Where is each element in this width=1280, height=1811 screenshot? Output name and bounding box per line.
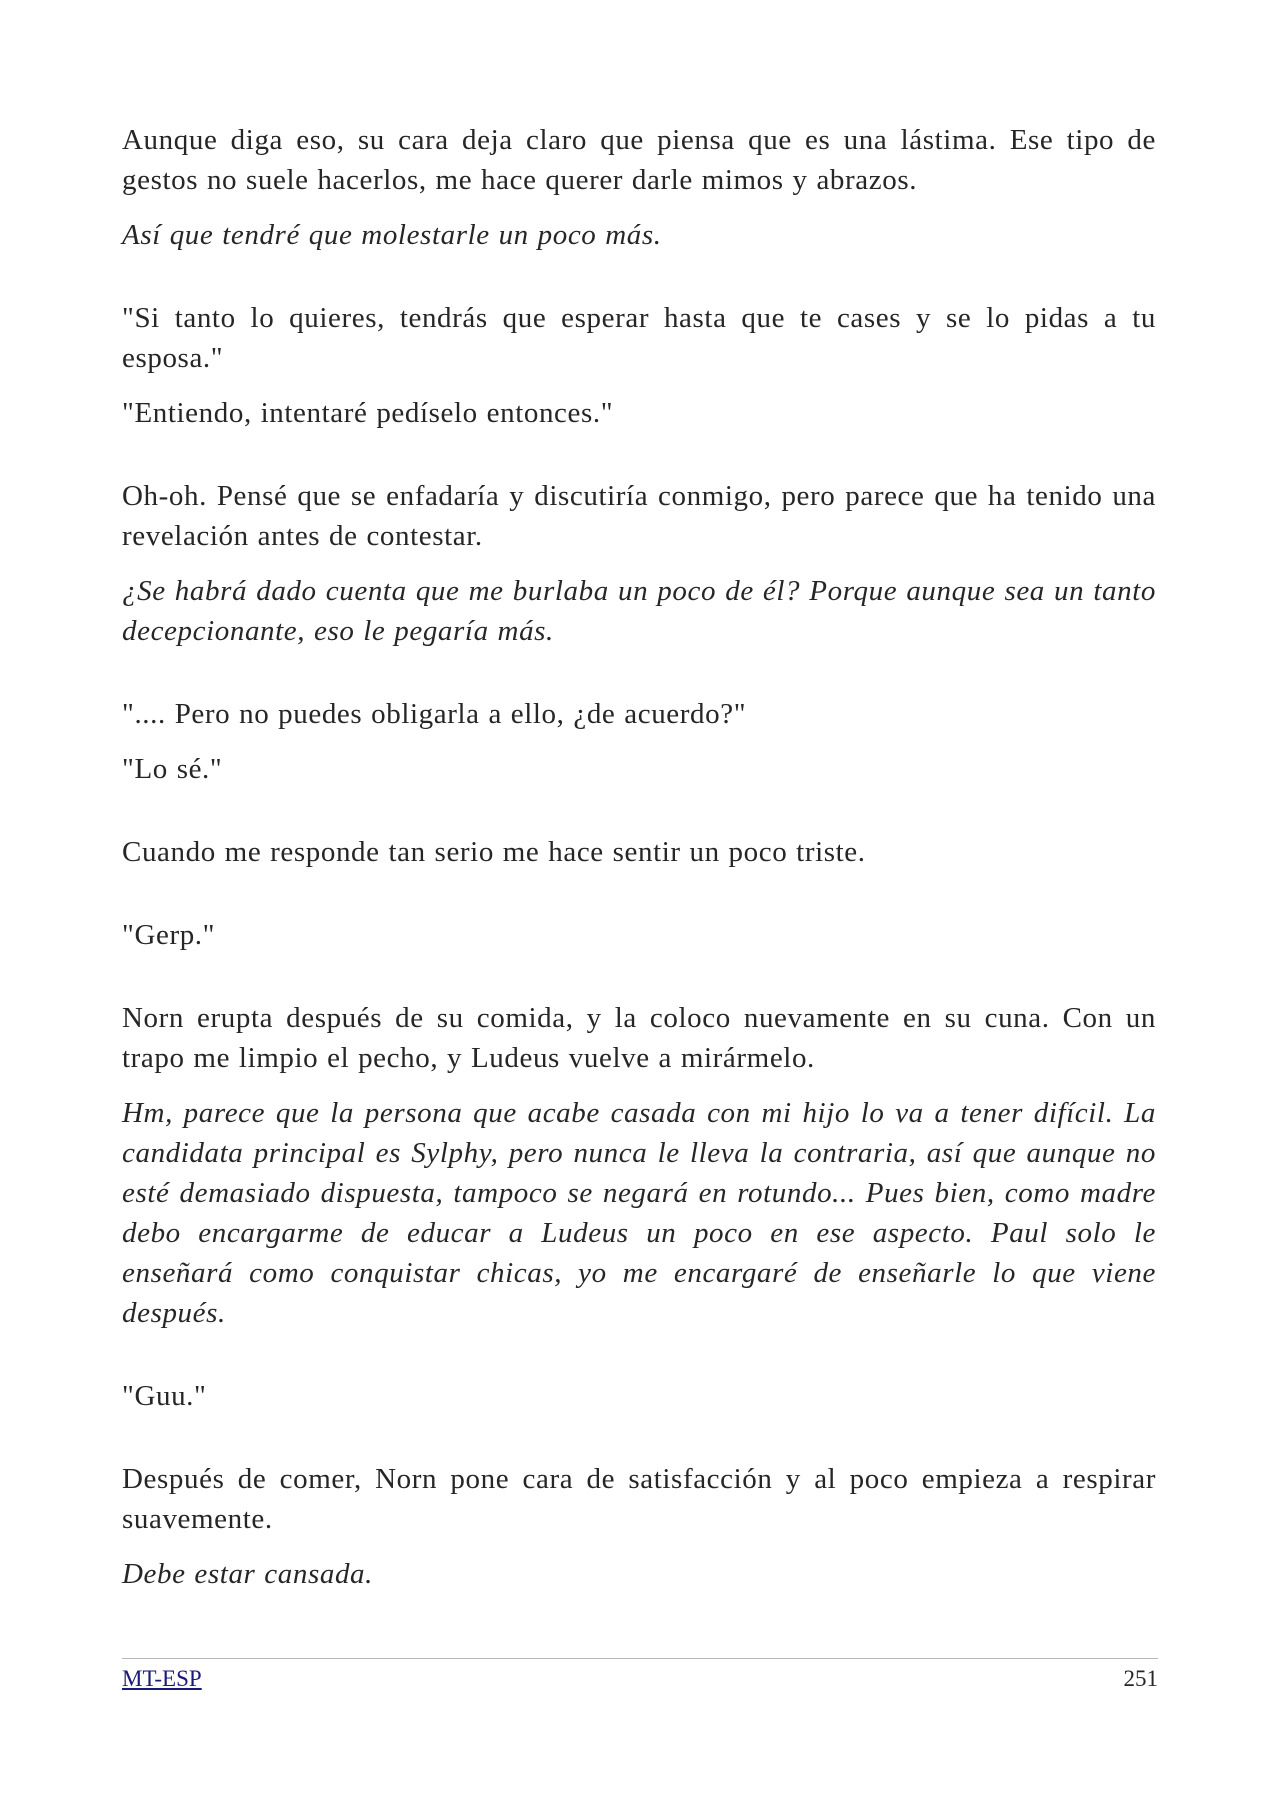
footer-link[interactable]: MT-ESP [122, 1666, 202, 1691]
paragraph: Oh-oh. Pensé que se enfadaría y discutiría conmigo, pero parece que ha tenido una revelación antes de contestar. [122, 480, 1156, 552]
dialogue-line: "Gerp." [122, 919, 216, 951]
paragraph: Después de comer, Norn pone cara de satisfacción y al poco empieza a respirar suavemente. [122, 1463, 1156, 1535]
paragraph-italic: Debe estar cansada. [122, 1558, 373, 1590]
paragraph-italic: ¿Se habrá dado cuenta que me burlaba un poco de él? Porque aunque sea un tanto decepcionante, eso le pegaría más. [122, 575, 1156, 647]
dialogue-line: ".... Pero no puedes obligarla a ello, ¿de acuerdo?" [122, 698, 747, 730]
paragraph: Norn erupta después de su comida, y la coloco nuevamente en su cuna. Con un trapo me limpio el pecho, y Ludeus vuelve a mirármelo. [122, 1002, 1156, 1074]
paragraph: Aunque diga eso, su cara deja claro que piensa que es una lástima. Ese tipo de gestos no suele hacerlos, me hace querer darle mimos y abrazos. [122, 124, 1156, 196]
dialogue-line: "Entiendo, intentaré pedíselo entonces." [122, 397, 614, 429]
page-body [122, 120, 1156, 1594]
dialogue-line: "Guu." [122, 1380, 207, 1412]
paragraph: Cuando me responde tan serio me hace sentir un poco triste. [122, 836, 866, 868]
page-footer [122, 1658, 1158, 1693]
page-number: 251 [1123, 1666, 1158, 1691]
paragraph-italic: Así que tendré que molestarle un poco más. [122, 219, 662, 251]
dialogue-line: "Lo sé." [122, 753, 223, 785]
dialogue-line: "Si tanto lo quieres, tendrás que esperar hasta que te cases y se lo pidas a tu esposa." [122, 302, 1156, 374]
paragraph-italic: Hm, parece que la persona que acabe casada con mi hijo lo va a tener difícil. La candidata principal es Sylphy, pero nunca le lleva la contraria, así que aunque no esté demasiado dispuesta, tampoco se negará en rotundo... Pues bien, como madre debo encargarme de educar a Ludeus un poco en ese aspecto. Paul solo le enseñará como conquistar chicas, yo me encargaré de enseñarle lo que viene después. [122, 1097, 1156, 1329]
